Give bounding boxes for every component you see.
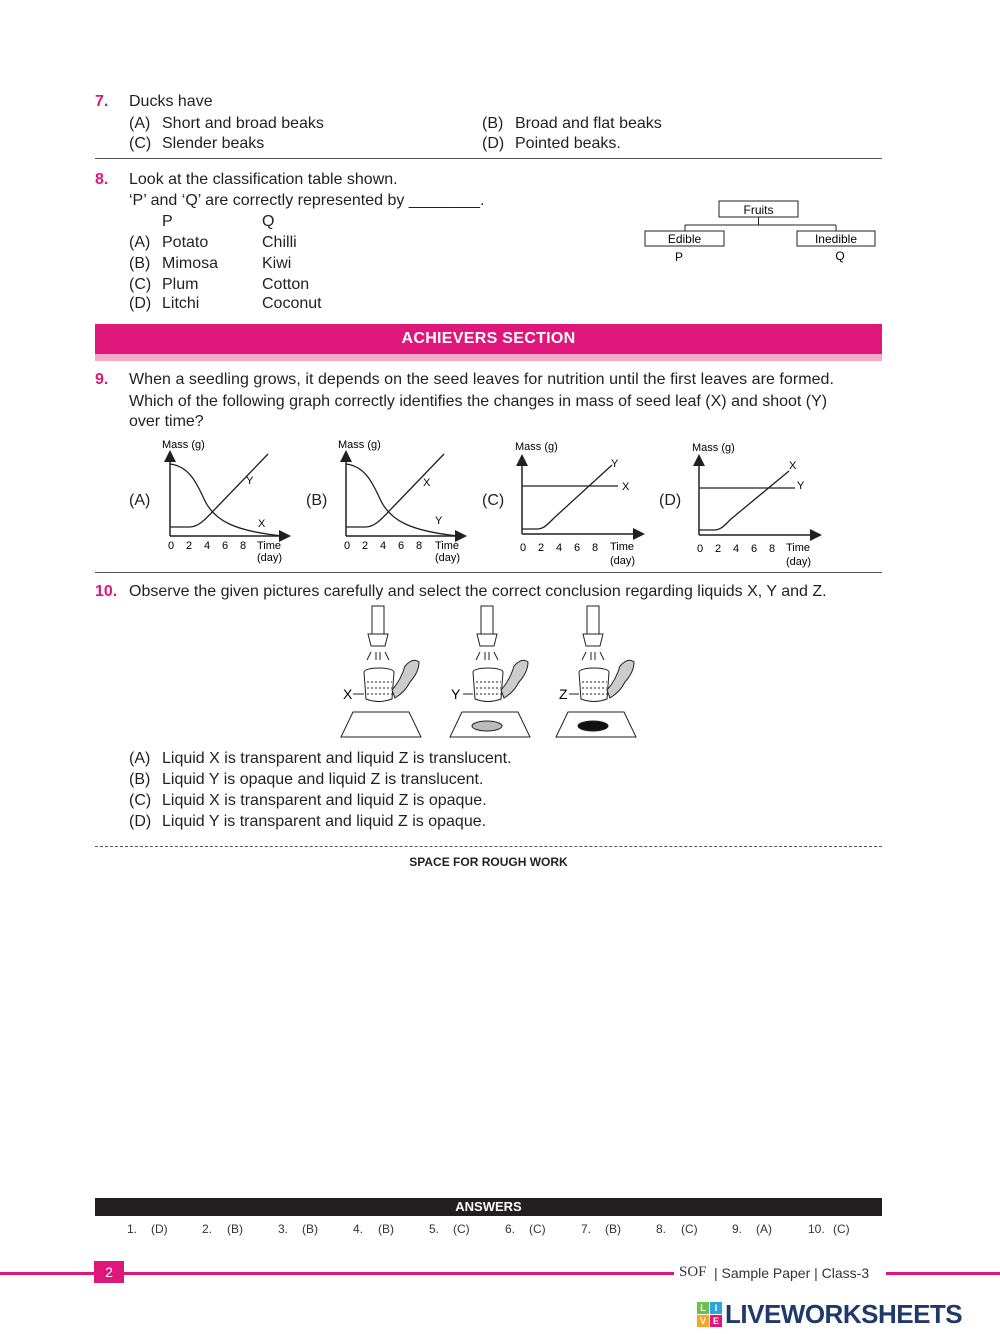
rough-work-divider [95, 846, 882, 847]
rough-work-label: SPACE FOR ROUGH WORK [409, 855, 568, 869]
q8-option-d-q: Coconut [262, 295, 322, 312]
graph-c-tick: 8 [592, 542, 599, 554]
q8-option-a-p: Potato [162, 234, 209, 251]
logo-tile-e: E [710, 1315, 722, 1327]
q10-option-a-letter: (A) [129, 750, 151, 767]
footer-rule-middle [124, 1272, 674, 1275]
q9-number: 9. [95, 371, 109, 388]
graph-d-tick: 8 [769, 543, 776, 555]
q7-option-b: Broad and flat beaks [515, 115, 662, 132]
q9-line2: Which of the following graph correctly identifies the changes in mass of seed leaf (X) and shoot (Y) [129, 393, 828, 410]
graph-d-x-curve [699, 471, 789, 530]
answer-value: (B) [302, 1222, 318, 1236]
q7-option-d: Pointed beaks. [515, 135, 621, 152]
q8-option-b-p: Mimosa [162, 255, 219, 272]
q9-option-d: (D) [659, 492, 682, 509]
graph-d-tick: 2 [715, 543, 722, 555]
inedible-label: Inedible [814, 232, 858, 246]
answer-value: (C) [833, 1222, 850, 1236]
graph-c-ylabel: Mass (g) [515, 441, 558, 453]
q8-option-c-letter: (C) [129, 276, 152, 293]
graph-c-tick: 6 [574, 542, 581, 554]
answer-number: 2. [202, 1222, 213, 1236]
graph-a-ylabel: Mass (g) [162, 439, 205, 451]
graph-a-y-label: Y [246, 475, 254, 487]
q8-option-c-q: Cotton [262, 276, 310, 293]
edible-label: Edible [667, 232, 702, 246]
logo-tile-i: I [710, 1302, 722, 1314]
q9-line3: over time? [129, 413, 204, 430]
answer-value: (C) [529, 1222, 546, 1236]
graph-b-x-label: X [423, 477, 431, 489]
graph-b-tick: 0 [344, 540, 351, 552]
fruits-label: Fruits [743, 203, 774, 217]
graph-b-tick: 2 [362, 540, 369, 552]
graph-a-tick: 6 [222, 540, 229, 552]
answer-number: 5. [429, 1222, 440, 1236]
q8-col-q: Q [262, 213, 275, 230]
q9-option-b: (B) [306, 492, 328, 509]
q7-text: Ducks have [129, 93, 213, 110]
graph-a-tick: 0 [168, 540, 175, 552]
liveworksheets-logo-icon [697, 1302, 723, 1328]
graph-b-tick: 4 [380, 540, 387, 552]
answer-value: (C) [453, 1222, 470, 1236]
graph-d-tick: 6 [751, 543, 758, 555]
sof-logo: SOF [679, 1264, 707, 1280]
answer-number: 7. [581, 1222, 592, 1236]
q9-line1: When a seedling grows, it depends on the seed leaves for nutrition until the first leaves are formed. [129, 371, 834, 388]
answer-number: 10. [808, 1222, 825, 1236]
q10-number: 10. [95, 583, 118, 600]
q8-option-d-p: Litchi [162, 295, 200, 312]
footer-text: | Sample Paper | Class-3 [714, 1265, 870, 1281]
graph-c-xlabel: Time [610, 541, 635, 553]
answer-number: 3. [278, 1222, 289, 1236]
q8-col-p: P [162, 213, 173, 230]
graph-d-tick: 4 [733, 543, 740, 555]
q10-option-c-letter: (C) [129, 792, 152, 809]
graph-b-x-curve [346, 454, 444, 527]
graph-c-tick: 0 [520, 542, 527, 554]
q7-option-c: Slender beaks [162, 135, 265, 152]
logo-tile-v: V [697, 1315, 709, 1327]
setup-x [341, 606, 421, 737]
graph-a-xunit: (day) [257, 552, 283, 564]
graph-d [689, 438, 829, 570]
answer-number: 6. [505, 1222, 516, 1236]
logo-tile-l: L [697, 1302, 709, 1314]
liveworksheets-wordmark[interactable]: LIVEWORKSHEETS [725, 1299, 963, 1329]
graph-a-tick: 4 [204, 540, 211, 552]
q8-option-a-letter: (A) [129, 234, 151, 251]
answer-value: (D) [151, 1222, 168, 1236]
q8-number: 8. [95, 171, 109, 188]
divider [95, 158, 882, 159]
q10-option-a: Liquid X is transparent and liquid Z is translucent. [162, 750, 512, 767]
q7-option-a-letter: (A) [129, 115, 151, 132]
q8-option-b-q: Kiwi [262, 255, 292, 272]
q8-line1: Look at the classification table shown. [129, 171, 398, 188]
graph-c-tick: 4 [556, 542, 563, 554]
section-banner-underline [95, 354, 882, 361]
q8-option-d-letter: (D) [129, 295, 152, 312]
q10-option-d-letter: (D) [129, 813, 152, 830]
graph-c-tick: 2 [538, 542, 545, 554]
graph-d-ylabel: Mass (g) [692, 442, 735, 454]
graph-a-tick: 8 [240, 540, 247, 552]
graph-b-xlabel: Time [435, 540, 460, 552]
graph-d-xunit: (day) [786, 556, 812, 568]
answer-value: (A) [756, 1222, 772, 1236]
graph-c-y-label: Y [611, 458, 619, 470]
label-y: Y [451, 686, 461, 702]
light-experiment-illustration [335, 602, 645, 742]
graph-c-y-curve [522, 465, 612, 529]
answer-value: (B) [227, 1222, 243, 1236]
answer-number: 9. [732, 1222, 743, 1236]
divider [95, 572, 882, 573]
graph-a-tick: 2 [186, 540, 193, 552]
graph-b-ylabel: Mass (g) [338, 439, 381, 451]
footer-rule-right [886, 1272, 1000, 1275]
graph-c-x-label: X [622, 481, 630, 493]
graph-d-y-label: Y [797, 480, 805, 492]
graph-b [336, 436, 471, 568]
section-banner: ACHIEVERS SECTION [95, 324, 882, 354]
answer-number: 8. [656, 1222, 667, 1236]
footer-rule-left [0, 1272, 94, 1275]
q-label: Q [835, 249, 845, 263]
q9-option-c: (C) [482, 492, 505, 509]
graph-a-y-curve [170, 454, 268, 527]
p-label: P [674, 250, 684, 264]
graph-d-x-label: X [789, 460, 797, 472]
graph-d-xlabel: Time [786, 542, 811, 554]
q8-option-a-q: Chilli [262, 234, 297, 251]
answer-value: (C) [681, 1222, 698, 1236]
graph-a-xlabel: Time [257, 540, 282, 552]
q8-option-b-letter: (B) [129, 255, 151, 272]
q7-option-d-letter: (D) [482, 135, 505, 152]
q7-option-c-letter: (C) [129, 135, 152, 152]
classification-diagram [640, 196, 885, 266]
answer-value: (B) [605, 1222, 621, 1236]
setup-y [450, 606, 530, 737]
graph-b-xunit: (day) [435, 552, 461, 564]
q7-option-a: Short and broad beaks [162, 115, 324, 132]
answers-header: ANSWERS [95, 1198, 882, 1216]
answer-number: 4. [353, 1222, 364, 1236]
q10-text: Observe the given pictures carefully and select the correct conclusion regarding liquids X, Y and Z. [129, 583, 827, 600]
q10-option-b-letter: (B) [129, 771, 151, 788]
graph-b-y-label: Y [435, 515, 443, 527]
q10-option-b: Liquid Y is opaque and liquid Z is translucent. [162, 771, 484, 788]
graph-c [512, 438, 652, 570]
q7-option-b-letter: (B) [482, 115, 504, 132]
page-number: 2 [94, 1261, 124, 1283]
q7-number: 7. [95, 93, 109, 110]
graph-d-tick: 0 [697, 543, 704, 555]
graph-a-x-label: X [258, 518, 266, 530]
graph-c-xunit: (day) [610, 555, 636, 567]
setup-z [556, 606, 636, 737]
q8-line2: ‘P’ and ‘Q’ are correctly represented by ________. [129, 192, 485, 209]
answer-number: 1. [127, 1222, 138, 1236]
answer-value: (B) [378, 1222, 394, 1236]
q9-option-a: (A) [129, 492, 151, 509]
label-x: X [343, 686, 353, 702]
q10-option-d: Liquid Y is transparent and liquid Z is opaque. [162, 813, 487, 830]
graph-b-tick: 6 [398, 540, 405, 552]
graph-a [160, 436, 295, 568]
q8-option-c-p: Plum [162, 276, 199, 293]
label-z: Z [559, 686, 568, 702]
graph-b-tick: 8 [416, 540, 423, 552]
q10-option-c: Liquid X is transparent and liquid Z is opaque. [162, 792, 487, 809]
